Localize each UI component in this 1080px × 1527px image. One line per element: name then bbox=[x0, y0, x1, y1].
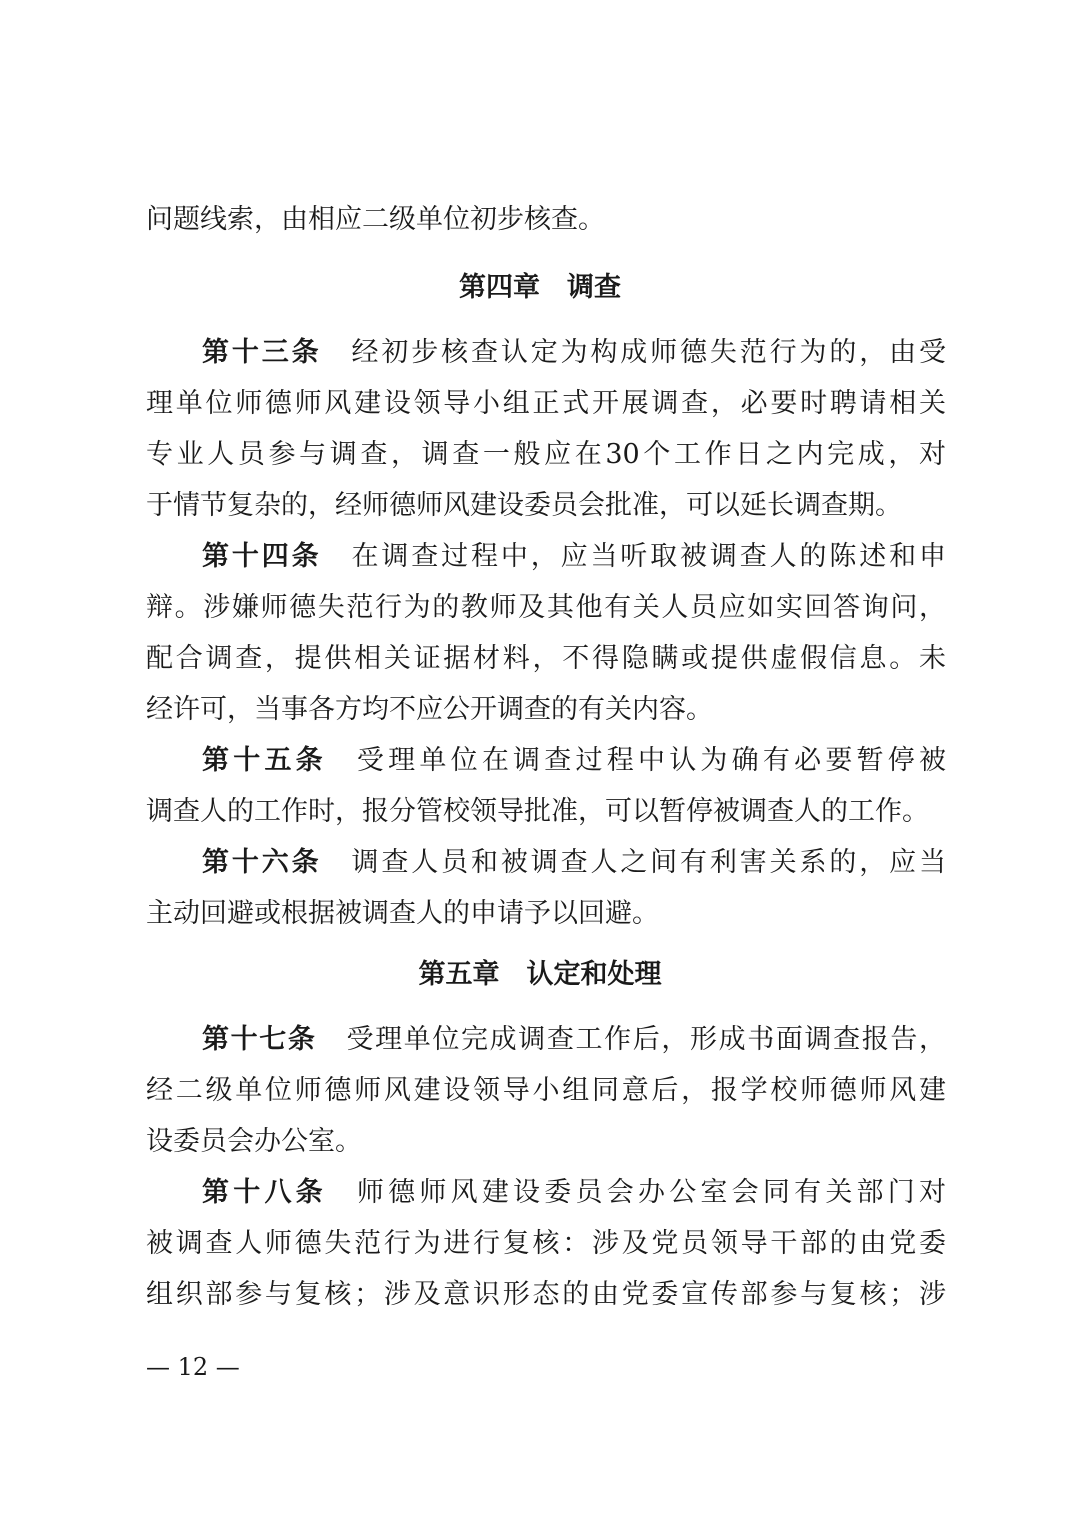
article-first-line bbox=[202, 537, 946, 577]
article-label: 第十三条 bbox=[202, 337, 322, 368]
article-text: 受理单位完成调查工作后，形成书面调查报告， bbox=[346, 1024, 946, 1055]
paragraph-line: 配合调查，提供相关证据材料，不得隐瞒或提供虚假信息。未 bbox=[146, 643, 946, 674]
article-label: 第十七条 bbox=[202, 1024, 317, 1055]
article-first-line bbox=[202, 333, 946, 373]
paragraph-line: 设委员会办公室。 bbox=[146, 1126, 362, 1157]
paragraph-line: 调查人的工作时，报分管校领导批准，可以暂停被调查人的工作。 bbox=[146, 796, 929, 827]
paragraph-line: 理单位师德师风建设领导小组正式开展调查，必要时聘请相关 bbox=[146, 388, 946, 419]
article-text: 受理单位在调查过程中认为确有必要暂停被 bbox=[356, 745, 947, 776]
article-text: 在调查过程中，应当听取被调查人的陈述和申 bbox=[351, 541, 947, 572]
article-first-line bbox=[202, 1020, 946, 1060]
paragraph-line: 于情节复杂的，经师德师风建设委员会批准，可以延长调查期。 bbox=[146, 490, 902, 521]
article-label: 第十四条 bbox=[202, 541, 322, 572]
paragraph-line: 经二级单位师德师风建设领导小组同意后，报学校师德师风建 bbox=[146, 1075, 946, 1106]
paragraph-line: 组织部参与复核；涉及意识形态的由党委宣传部参与复核；涉 bbox=[146, 1279, 946, 1310]
paragraph-line: 主动回避或根据被调查人的申请予以回避。 bbox=[146, 898, 659, 929]
article-first-line bbox=[202, 843, 946, 883]
article-text: 师德师风建设委员会办公室会同有关部门对 bbox=[356, 1177, 947, 1208]
page-number: — 12 — bbox=[146, 1353, 240, 1381]
paragraph-line: 专业人员参与调查，调查一般应在30个工作日之内完成，对 bbox=[146, 439, 946, 470]
chapter-heading: 第五章 认定和处理 bbox=[418, 959, 662, 990]
paragraph-line: 被调查人师德失范行为进行复核：涉及党员领导干部的由党委 bbox=[146, 1228, 946, 1259]
article-text: 调查人员和被调查人之间有利害关系的，应当 bbox=[351, 847, 947, 878]
paragraph-line: 辩。涉嫌师德失范行为的教师及其他有关人员应如实回答询问， bbox=[146, 592, 946, 623]
article-label: 第十八条 bbox=[202, 1177, 327, 1208]
paragraph-line: 经许可，当事各方均不应公开调查的有关内容。 bbox=[146, 694, 713, 725]
paragraph-line: 问题线索，由相应二级单位初步核查。 bbox=[146, 204, 605, 235]
article-text: 经初步核查认定为构成师德失范行为的，由受 bbox=[351, 337, 947, 368]
chapter-heading: 第四章 调查 bbox=[459, 272, 621, 303]
article-label: 第十六条 bbox=[202, 847, 322, 878]
article-label: 第十五条 bbox=[202, 745, 327, 776]
article-first-line bbox=[202, 1173, 946, 1213]
article-first-line bbox=[202, 741, 946, 781]
